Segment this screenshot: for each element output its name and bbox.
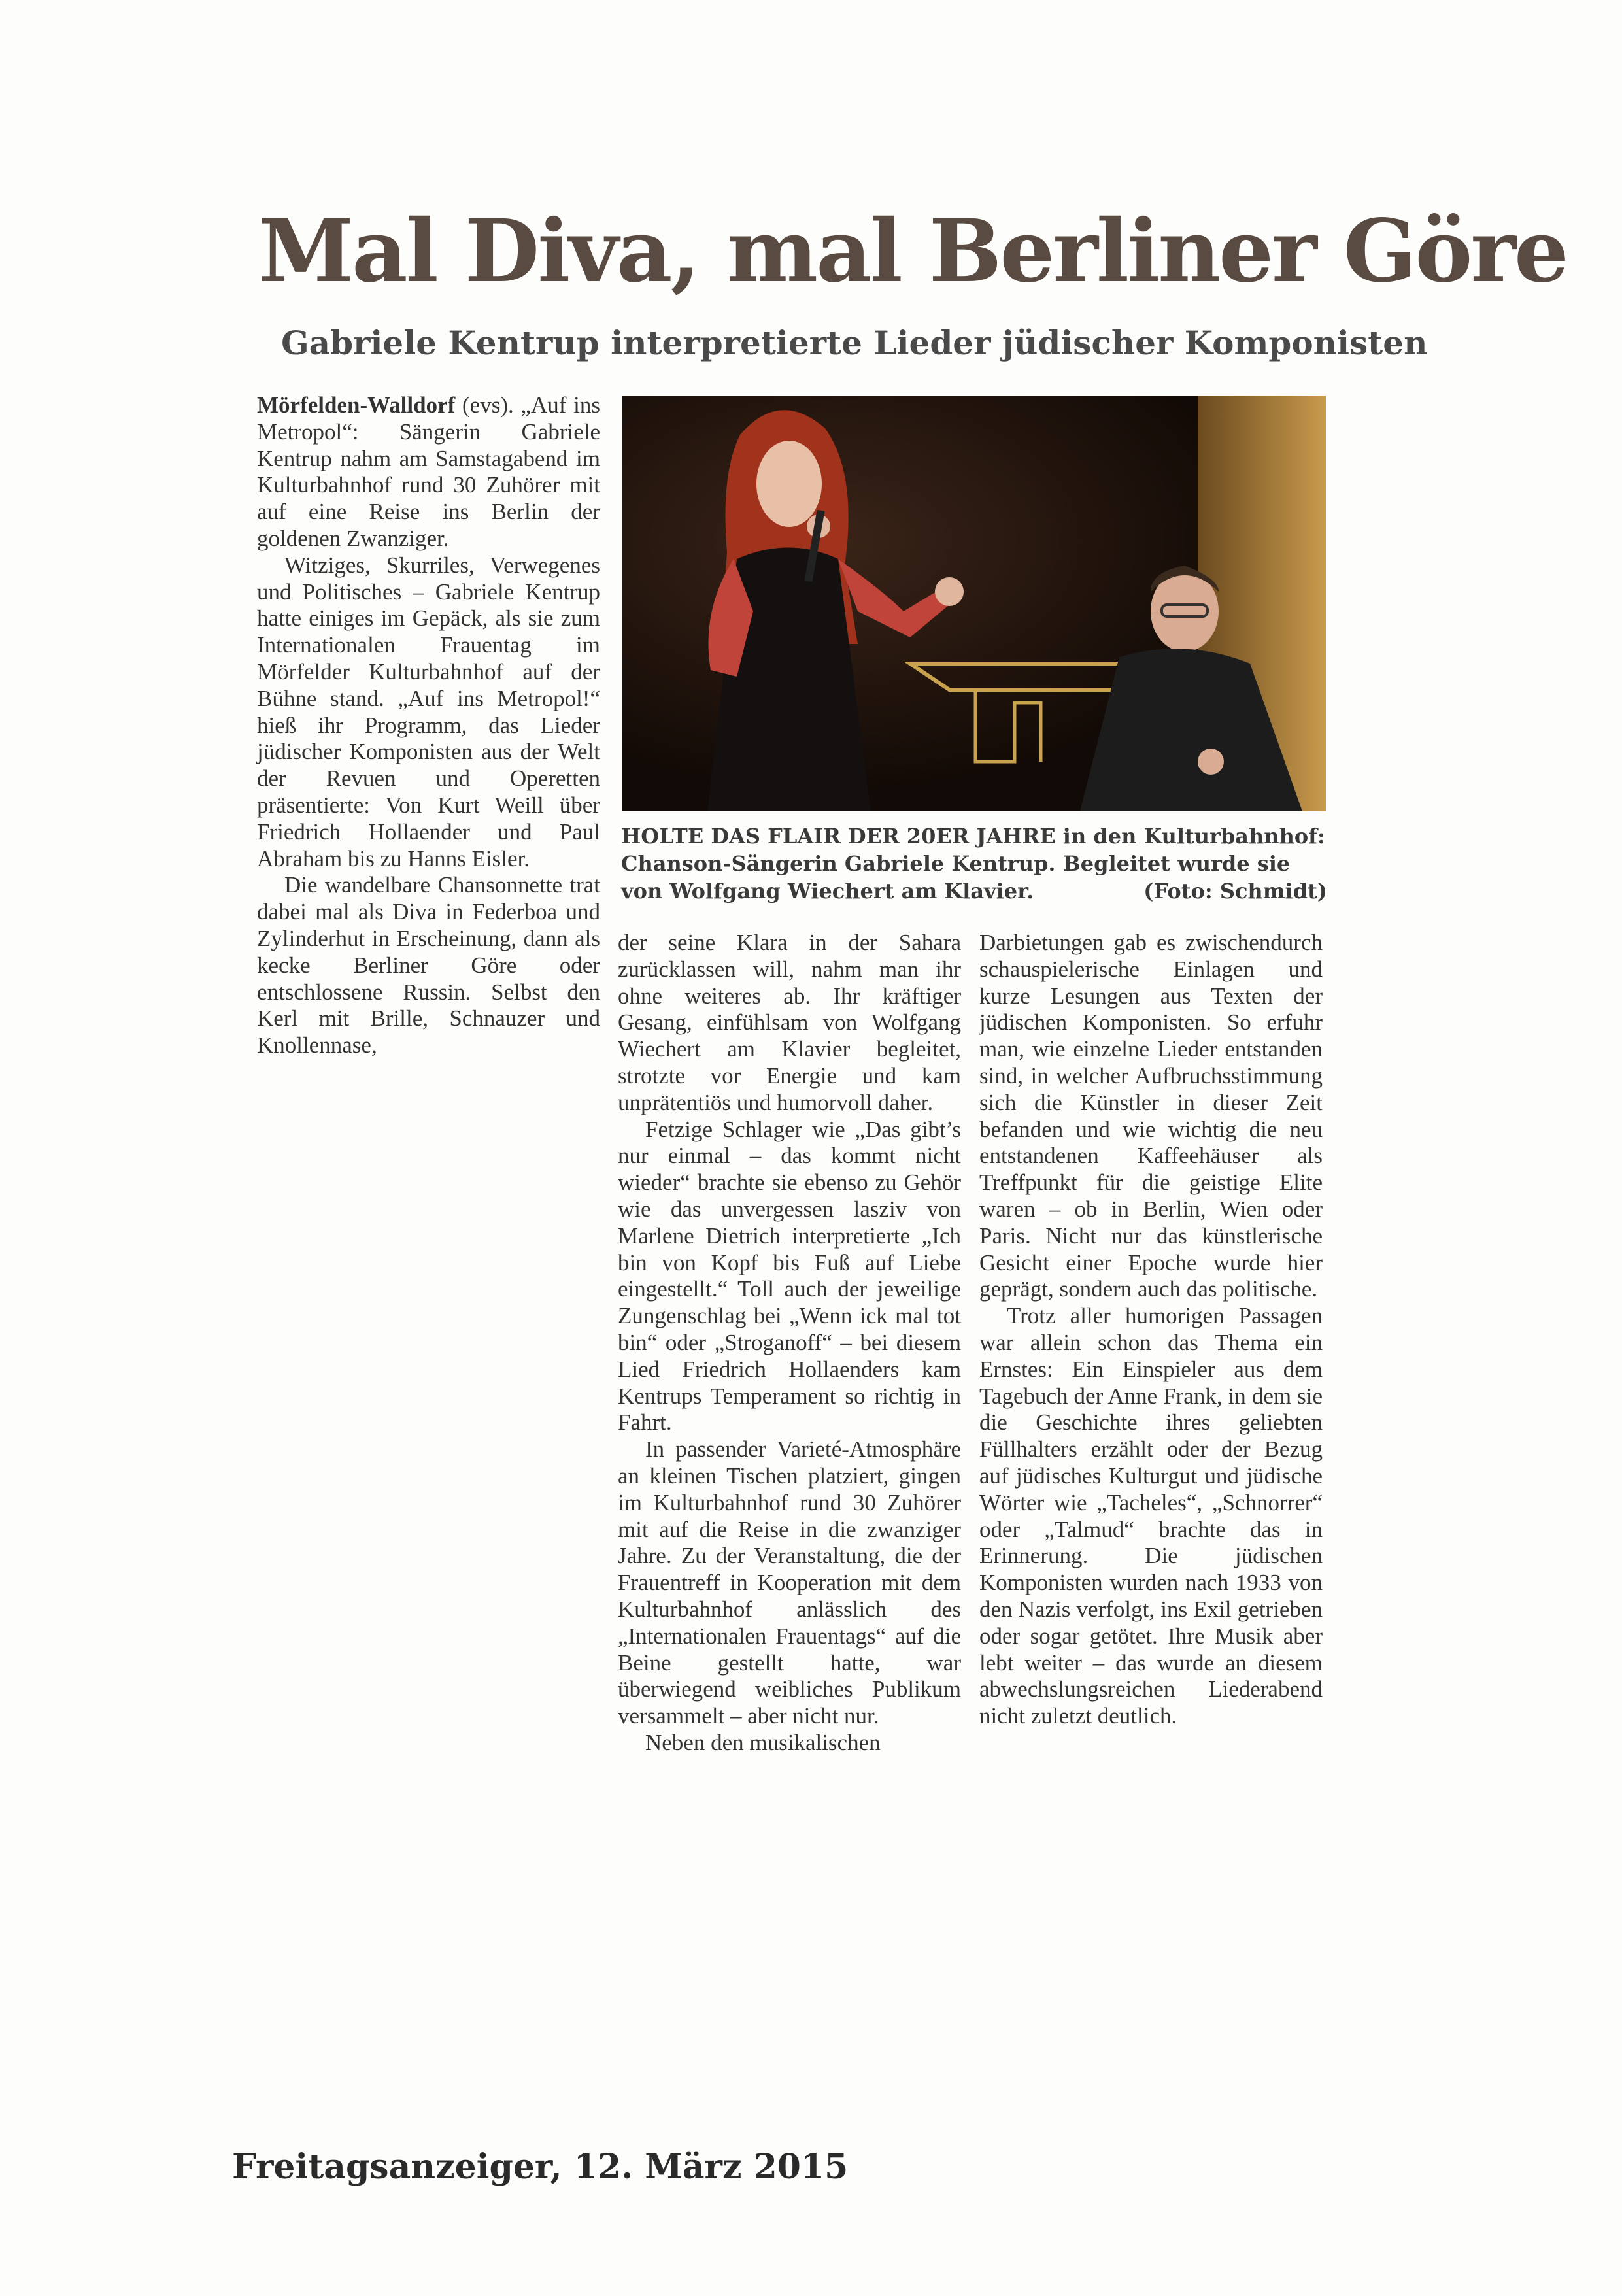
article-paragraph: Trotz aller humorigen Passagen war allein schon das Thema ein Ernstes: Ein Einspieler aus dem Tagebuch der Anne Frank, in dem sie die Geschichte ihres geliebten Füllhalters erzählt oder der Bezug auf jüdisches Kulturgut und jüdische Wörter wie „Tacheles“, „Schnorrer“ oder „Talmud“ brachte das in Erinnerung. Die jüdischen Komponisten wurden nach 1933 von den Nazis verfolgt, ins Exil getrieben oder sogar getötet. Ihre Musik aber lebt weiter – das wurde an diesem abwechslungsreichen Liederabend nicht zuletzt deutlich. (979, 1303, 1323, 1729)
headline: Mal Diva, mal Berliner Göre (258, 201, 1567, 302)
photo-credit: (Foto: Schmidt) (1143, 879, 1327, 903)
article-column-2 (618, 930, 961, 1757)
caption-text: in den Kulturbahnhof: Chanson-Sängerin Gabriele Kentrup. Begleitet wurde sie von Wolfgang Wiechert am Klavier. (621, 824, 1325, 903)
article-paragraph: Darbietungen gab es zwischendurch schauspielerische Einlagen und kurze Lesungen aus Texten der jüdischen Komponisten. So erfuhr man, wie einzelne Lieder entstanden sind, in welcher Aufbruchsstimmung sich die Künstler in dieser Zeit befanden und wie wichtig die neu entstandenen Kaffeehäuser als Treffpunkt für die geistige Elite waren – ob in Berlin, Wien oder Paris. Nicht nur das künstlerische Gesicht einer Epoche wurde hier geprägt, sondern auch das politische. (979, 930, 1323, 1302)
photo-caption (621, 822, 1327, 905)
article-photo (622, 396, 1326, 811)
subheadline: Gabriele Kentrup interpretierte Lieder jüdischer Komponisten (281, 324, 1428, 362)
article-paragraph (257, 392, 600, 552)
article-paragraph: Die wandelbare Chansonnette trat dabei mal als Diva in Federboa und Zylinderhut in Erscheinung, dann als kecke Berliner Göre oder entschlossene Russin. Selbst den Kerl mit Brille, Schnauzer und Knollennase, (257, 872, 600, 1058)
article-paragraph: Fetzige Schlager wie „Das gibt’s nur einmal – das kommt nicht wieder“ brachte sie ebenso zu Gehör wie das unvergessen lasziv von Marlene Dietrich interpretierte „Ich bin von Kopf bis Fuß auf Liebe eingestellt.“ Toll auch der jeweilige Zungenschlag bei „Wenn ick mal tot bin“ oder „Stroganoff“ – bei diesem Lied Friedrich Hollaenders kam Kentrups Temperament so richtig in Fahrt. (618, 1116, 961, 1436)
singer-photo-illustration (622, 396, 1326, 811)
article-paragraph: Witziges, Skurriles, Verwegenes und Politisches – Gabriele Kentrup hatte einiges im Gepäck, als sie zum Internationalen Frauentag im Mörfelder Kulturbahnhof auf der Bühne stand. „Auf ins Metropol!“ hieß ihr Programm, das Lieder jüdischer Komponisten aus der Welt der Revuen und Operetten präsentierte: Von Kurt Weill über Friedrich Hollaender und Paul Abraham bis zu Hanns Eisler. (257, 552, 600, 871)
article-paragraph: Neben den musikalischen (645, 1729, 881, 1755)
lead-text: (evs). „Auf ins Metropol“: Sängerin Gabriele Kentrup nahm am Samstagabend im Kulturbahnhof rund 30 Zuhörer mit auf eine Reise ins Berlin der goldenen Zwanziger. (257, 392, 600, 551)
article-column-3 (979, 930, 1323, 1730)
article-paragraph: der seine Klara in der Sahara zurücklassen will, nahm man ihr ohne weiteres ab. Ihr kräftiger Gesang, einfühlsam von Wolfgang Wiechert am Klavier begleitet, strotzte vor Energie und kam unprätentiös und humorvoll daher. (618, 930, 961, 1115)
caption-lead: HOLTE DAS FLAIR DER 20ER JAHRE (621, 824, 1056, 849)
publication-source: Freitagsanzeiger, 12. März 2015 (232, 2147, 849, 2187)
article-column-1 (257, 392, 600, 1059)
dateline: Mörfelden-Walldorf (257, 392, 456, 418)
article-paragraph: In passender Varieté-Atmosphäre an kleinen Tischen platziert, gingen im Kulturbahnhof rund 30 Zuhörer mit auf die Reise in die zwanziger Jahre. Zu der Veranstaltung, die der Frauentreff in Kooperation mit dem Kulturbahnhof anlässlich des „Internationalen Frauentags“ auf die Beine gestellt hatte, war überwiegend weibliches Publikum versammelt – aber nicht nur. (618, 1436, 961, 1729)
